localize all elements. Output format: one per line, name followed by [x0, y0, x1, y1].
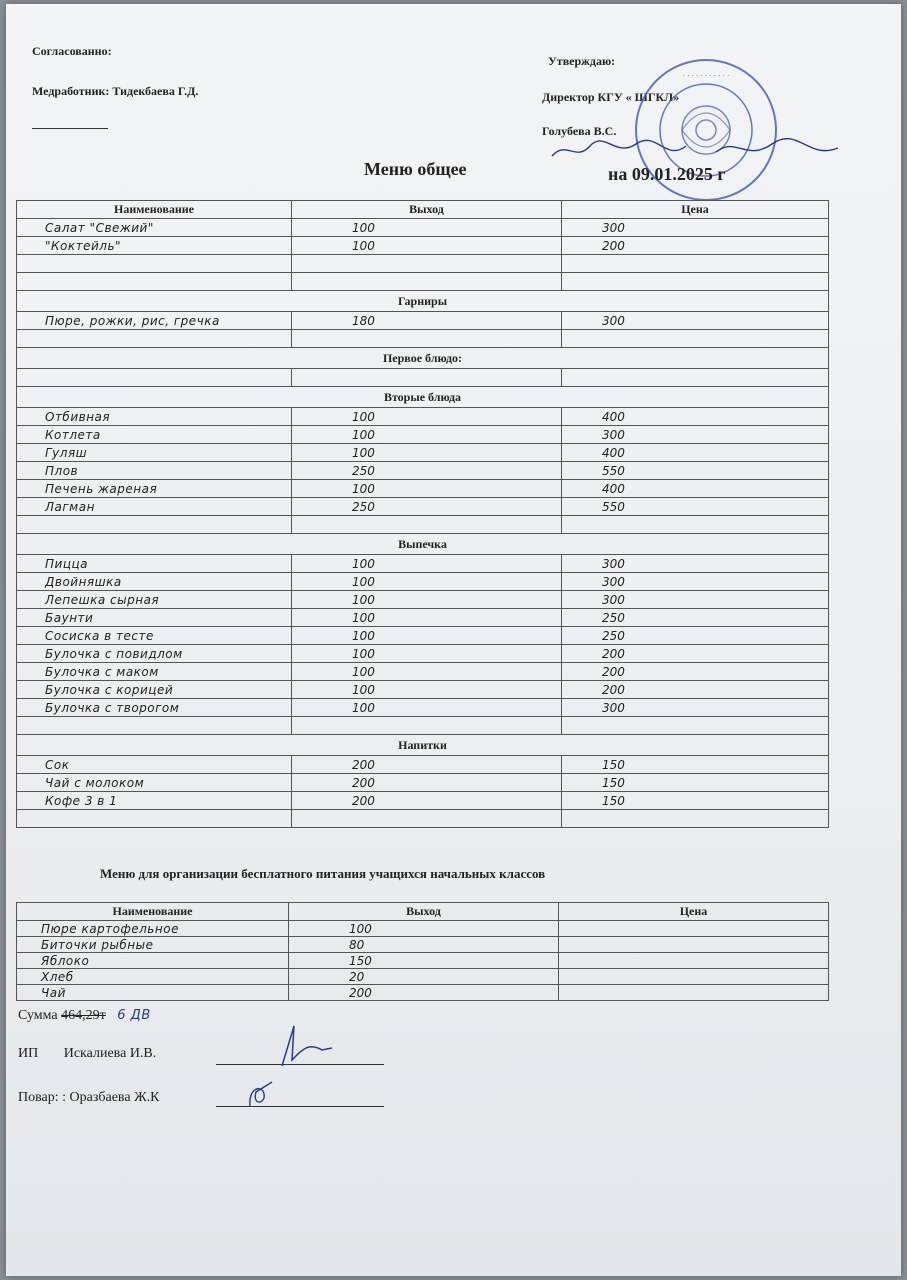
- dish-name: Биточки рыбные: [17, 937, 289, 953]
- section-header-row: [17, 534, 829, 555]
- free-meals-table: [16, 902, 829, 1001]
- dish-name: Яблоко: [17, 953, 289, 969]
- dish-output: 200: [289, 985, 559, 1001]
- table-row: [17, 717, 829, 735]
- dish-output: 100: [292, 555, 562, 573]
- dish-output: [292, 330, 562, 348]
- section-title: Напитки: [17, 735, 829, 756]
- dish-name: Пицца: [17, 555, 292, 573]
- table-row: [17, 330, 829, 348]
- svg-text:· · · · · · · · · · ·: · · · · · · · · · · ·: [682, 72, 730, 80]
- main-menu-table: [16, 200, 829, 828]
- dish-output: [292, 717, 562, 735]
- table-row: [17, 937, 829, 953]
- dish-name: Чай: [17, 985, 289, 1001]
- table-row: [17, 555, 829, 573]
- dish-output: 200: [292, 756, 562, 774]
- dish-name: Булочка с творогом: [17, 699, 292, 717]
- dish-name: Хлеб: [17, 969, 289, 985]
- column-header-output: Выход: [289, 903, 559, 921]
- table-row: [17, 810, 829, 828]
- dish-output: [292, 255, 562, 273]
- dish-name: Баунти: [17, 609, 292, 627]
- medic-signature-line: [32, 128, 108, 129]
- ip-signature: [262, 1020, 342, 1070]
- menu-date: на 09.01.2025 г: [608, 164, 726, 184]
- dish-price: 250: [562, 609, 829, 627]
- dish-output: 100: [292, 219, 562, 237]
- dish-name: Чай с молоком: [17, 774, 292, 792]
- column-header-price: Цена: [559, 903, 829, 921]
- dish-price: 400: [562, 408, 829, 426]
- dish-output: [292, 810, 562, 828]
- table-row: [17, 444, 829, 462]
- table-row: [17, 312, 829, 330]
- dish-price: 250: [562, 627, 829, 645]
- dish-output: 100: [292, 699, 562, 717]
- table-row: [17, 921, 829, 937]
- table-row: [17, 516, 829, 534]
- section-header-row: [17, 348, 829, 369]
- dish-price: [562, 255, 829, 273]
- dish-name: Кофе 3 в 1: [17, 792, 292, 810]
- dish-output: [292, 369, 562, 387]
- table-row: [17, 953, 829, 969]
- section-header-row: [17, 291, 829, 312]
- dish-price: 150: [562, 774, 829, 792]
- table-row: [17, 663, 829, 681]
- table-row: [17, 273, 829, 291]
- cook-name: Оразбаева Ж.К: [69, 1090, 160, 1105]
- dish-name: Булочка с корицей: [17, 681, 292, 699]
- table-row: [17, 237, 829, 255]
- dish-price: [559, 921, 829, 937]
- dish-price: [559, 985, 829, 1001]
- dish-price: [562, 273, 829, 291]
- table-row: [17, 462, 829, 480]
- cook-line: [18, 1090, 159, 1106]
- table-row: [17, 591, 829, 609]
- dish-output: 100: [289, 921, 559, 937]
- dish-price: 150: [562, 756, 829, 774]
- dish-name: Пюре картофельное: [17, 921, 289, 937]
- dish-price: 300: [562, 573, 829, 591]
- dish-price: 200: [562, 237, 829, 255]
- dish-price: 300: [562, 219, 829, 237]
- dish-price: [559, 937, 829, 953]
- cook-label: Повар: :: [18, 1090, 67, 1105]
- column-header-name: Наименование: [17, 201, 292, 219]
- dish-output: 100: [292, 480, 562, 498]
- table-row: [17, 255, 829, 273]
- column-header-price: Цена: [562, 201, 829, 219]
- column-header-output: Выход: [292, 201, 562, 219]
- dish-name: "Коктейль": [17, 237, 292, 255]
- section-header-row: [17, 387, 829, 408]
- table-row: [17, 792, 829, 810]
- table-row: [17, 774, 829, 792]
- dish-name: Булочка с маком: [17, 663, 292, 681]
- dish-price: [562, 810, 829, 828]
- dish-name: Лагман: [17, 498, 292, 516]
- ip-line: [18, 1046, 156, 1062]
- dish-price: 300: [562, 699, 829, 717]
- dish-name: [17, 255, 292, 273]
- dish-price: 550: [562, 462, 829, 480]
- dish-output: 150: [289, 953, 559, 969]
- dish-output: 20: [289, 969, 559, 985]
- dish-output: 100: [292, 645, 562, 663]
- dish-name: Булочка с повидлом: [17, 645, 292, 663]
- dish-price: 550: [562, 498, 829, 516]
- dish-output: 100: [292, 663, 562, 681]
- ip-name: Искалиева И.В.: [63, 1046, 157, 1061]
- director-signature: [546, 132, 846, 172]
- table-row: [17, 480, 829, 498]
- dish-price: 300: [562, 426, 829, 444]
- table-row: [17, 498, 829, 516]
- dish-output: 100: [292, 609, 562, 627]
- column-header-name: Наименование: [17, 903, 289, 921]
- dish-price: [559, 953, 829, 969]
- dish-name: Котлета: [17, 426, 292, 444]
- section-title: Первое блюдо:: [17, 348, 829, 369]
- table-header-row: [17, 903, 829, 921]
- dish-output: 100: [292, 591, 562, 609]
- dish-name: Лепешка сырная: [17, 591, 292, 609]
- table-row: [17, 627, 829, 645]
- dish-output: 200: [292, 774, 562, 792]
- dish-output: 100: [292, 627, 562, 645]
- dish-name: Печень жареная: [17, 480, 292, 498]
- dish-name: Пюре, рожки, рис, гречка: [17, 312, 292, 330]
- dish-output: 80: [289, 937, 559, 953]
- table-row: [17, 969, 829, 985]
- dish-name: [17, 369, 292, 387]
- dish-output: 100: [292, 426, 562, 444]
- section-title: Гарниры: [17, 291, 829, 312]
- dish-name: [17, 330, 292, 348]
- dish-name: [17, 717, 292, 735]
- dish-output: 250: [292, 498, 562, 516]
- dish-output: 100: [292, 237, 562, 255]
- table-row: [17, 985, 829, 1001]
- approved-label: Согласованно:: [32, 44, 112, 58]
- table-header-row: [17, 201, 829, 219]
- dish-name: Сосиска в тесте: [17, 627, 292, 645]
- dish-price: [559, 969, 829, 985]
- dish-output: 100: [292, 681, 562, 699]
- dish-output: 250: [292, 462, 562, 480]
- table-row: [17, 681, 829, 699]
- section-title: Вторые блюда: [17, 387, 829, 408]
- dish-price: 200: [562, 663, 829, 681]
- director-line: Директор КГУ « ШГКЛ»: [542, 90, 680, 104]
- dish-name: Гуляш: [17, 444, 292, 462]
- page-title: Меню общее: [364, 159, 467, 179]
- dish-output: 100: [292, 573, 562, 591]
- table-row: [17, 219, 829, 237]
- dish-price: 300: [562, 312, 829, 330]
- dish-name: [17, 273, 292, 291]
- dish-price: 150: [562, 792, 829, 810]
- dish-output: 100: [292, 444, 562, 462]
- dish-output: 100: [292, 408, 562, 426]
- dish-name: [17, 810, 292, 828]
- dish-price: [562, 516, 829, 534]
- free-meals-title: Меню для организации бесплатного питания учащихся начальных классов: [100, 866, 546, 881]
- dish-name: Двойняшка: [17, 573, 292, 591]
- dish-price: [562, 369, 829, 387]
- dish-price: 400: [562, 444, 829, 462]
- dish-name: Плов: [17, 462, 292, 480]
- dish-name: Отбивная: [17, 408, 292, 426]
- dish-name: Сок: [17, 756, 292, 774]
- director-name: Голубева В.С.: [542, 124, 617, 138]
- dish-name: Салат "Свежий": [17, 219, 292, 237]
- dish-price: 300: [562, 555, 829, 573]
- dish-output: [292, 516, 562, 534]
- table-row: [17, 369, 829, 387]
- dish-price: 400: [562, 480, 829, 498]
- menu-sheet: [6, 4, 901, 1276]
- table-row: [17, 645, 829, 663]
- sum-printed: 464,29т: [61, 1008, 106, 1023]
- ip-label: ИП: [18, 1046, 39, 1061]
- table-row: [17, 573, 829, 591]
- table-row: [17, 609, 829, 627]
- approve-label: Утверждаю:: [548, 54, 616, 68]
- dish-price: 300: [562, 591, 829, 609]
- section-title: Выпечка: [17, 534, 829, 555]
- cook-signature: [242, 1078, 282, 1112]
- dish-output: 200: [292, 792, 562, 810]
- dish-price: [562, 330, 829, 348]
- dish-output: [292, 273, 562, 291]
- dish-name: [17, 516, 292, 534]
- table-row: [17, 408, 829, 426]
- table-row: [17, 426, 829, 444]
- sum-label: Сумма: [18, 1008, 58, 1023]
- dish-output: 180: [292, 312, 562, 330]
- table-row: [17, 699, 829, 717]
- sum-handwritten: 6 ДВ: [117, 1008, 151, 1023]
- dish-price: 200: [562, 645, 829, 663]
- section-header-row: [17, 735, 829, 756]
- dish-price: 200: [562, 681, 829, 699]
- table-row: [17, 756, 829, 774]
- sum-line: [18, 1008, 151, 1024]
- dish-price: [562, 717, 829, 735]
- medic-line: Медработник: Тидекбаева Г.Д.: [32, 84, 199, 98]
